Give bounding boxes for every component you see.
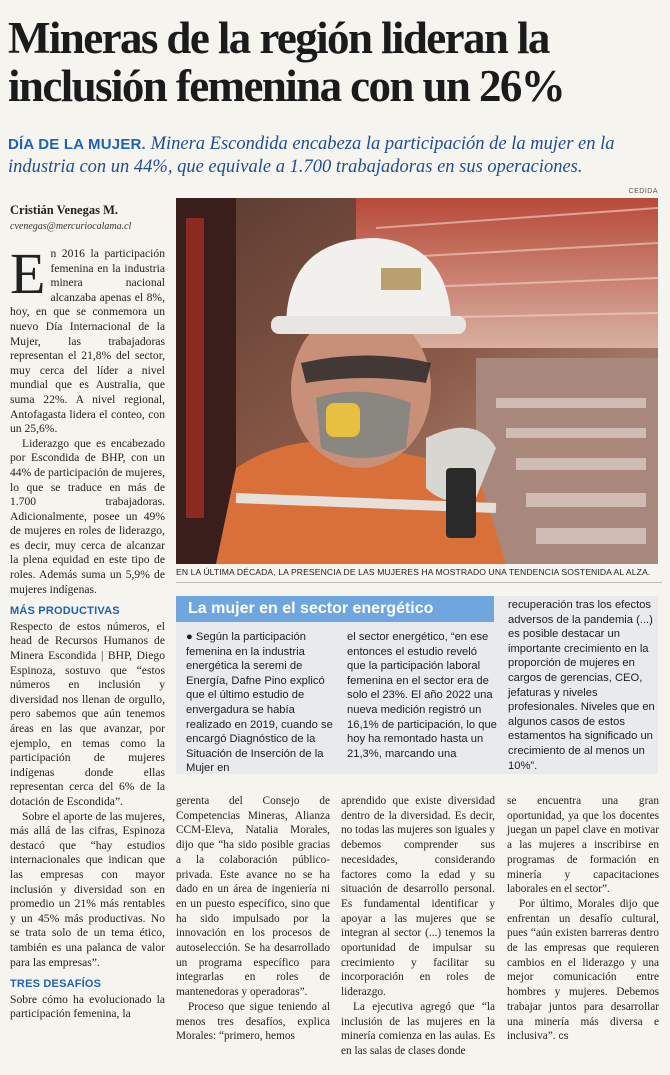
paragraph: Por último, Morales dijo que enfrentan un desafío cultural, pues “aún existen barreras dentro de las empresas que requieren cambios en el liderazgo y una mejor comunicación entre hombres y mujeres. Debemos trabajar juntos para desarrollar una minería más diversa e inclusiva”. cs <box>507 897 659 1043</box>
author-email[interactable]: cvenegas@mercuriocalama.cl <box>10 221 132 232</box>
column-3 <box>341 794 495 1059</box>
paragraph: Liderazgo que es encabezado por Escondida de BHP, con un 44% de participación de mujeres, lo que se traduce en más de 1.700 trabajadoras. Adicionalmente, posee un 49% de mujeres en roles de liderazgo, es decir, muy cerca de alcanzar la plena equidad en este tipo de roles. Además suma un 5,9% de mujeres indígenas. <box>10 436 165 596</box>
sidebar-column-1 <box>186 630 336 776</box>
lead-paragraph: En 2016 la participación femenina en la industria minera nacional alcanzaba apenas el 8%, hoy, en que se conmemora un nuevo Día Internacional de la Mujer, las trabajadoras representan el 21,8% del sector, muy cerca del líder a nivel mundial que es Australia, que suma 22%. A nivel regional, Antofagasta lidera el conteo, con un 25,6%. <box>10 241 165 436</box>
article-photo <box>176 198 658 564</box>
subheading-mas-productivas: MÁS PRODUCTIVAS <box>10 605 120 618</box>
deck <box>8 133 658 179</box>
paragraph: Sobre cómo ha evolucionado la participación femenina, la <box>10 992 165 1021</box>
divider <box>176 582 662 583</box>
author-name: Cristián Venegas M. <box>10 203 118 217</box>
paragraph: Proceso que sigue teniendo al menos tres desafíos, explica Morales: “primero, hemos <box>176 1000 330 1043</box>
kicker: DÍA DE LA MUJER. <box>8 136 146 153</box>
sidebar-column-3 <box>508 598 656 773</box>
sidebar-paragraph: ● Según la participación femenina en la industria energética la seremi de Energía, Dafne Pino explicó que el último estudio de envergadura se había realizado en 2019, cuando se encargó Diagnóstico de la Situación de Inserción de la Mujer en <box>186 631 333 775</box>
column-4 <box>507 794 659 1045</box>
paragraph: aprendido que existe diversidad dentro de la diversidad. Es decir, no todas las mujeres son iguales y debemos comprender sus necesidades, considerando factores como la edad y su situación de desarrollo personal. Es fundamental identificar y apoyar a las mujeres que se integran al sector (...) tenemos la oportunidad de impulsar su crecimiento y facilitar su incorporación en roles de liderazgo. <box>341 795 495 999</box>
deck-text: Minera Escondida encabeza la participación de la mujer en la industria con un 44%, que equivale a 1.700 trabajadoras en sus operaciones. <box>8 134 615 177</box>
column-1 <box>10 241 165 1022</box>
end-mark: cs <box>558 1031 569 1043</box>
paragraph: La ejecutiva agregó que “la inclusión de las mujeres en la minería comienza en las aulas. Es en las salas de clases donde <box>341 1000 495 1057</box>
paragraph: gerenta del Consejo de Competencias Mineras, Alianza CCM-Eleva, Natalia Morales, dijo que “ha sido posible gracias a la colaboración público-privada. Este avance no se ha dado en un área de ingeniería ni en un puesto específico, sino que ha sido impulsado por la innovación en los procesos de autoselección. Se ha desarrollado un programa específico para integrarlas en roles de mantenedoras y operadoras”. <box>176 795 330 999</box>
paragraph: Respecto de estos números, el head de Recursos Humanos de Minera Escondida | BHP, Diego Espinoza, sostuvo que “estos números en inclusión y diversidad nos llenan de orgullo, pero sabemos que aún tenemos áreas en las que avanzar, por ejemplo, en temas como la participación de mujeres indígenas donde ellas representan cerca del 6% de la dotación de Escondida”. <box>10 619 165 808</box>
sidebar-paragraph: el sector energético, “en ese entonces el estudio reveló que la participación laboral femenina en el sector era de solo el 23%. El año 2022 una nueva medición registró un 16,1% de participación, lo que hoy ha remontado hasta un 21,3%, marcando una <box>347 631 497 760</box>
paragraph: Sobre el aporte de las mujeres, más allá de las cifras, Espinoza destacó que “hay estudios internacionales que indican que las empresas con mayor inclusión y diversidad son en promedio un 21% más rentables y un 45% más productivas. No se trata solo de un tema ético, también es una palanca de valor para las empresas”. <box>10 809 165 969</box>
paragraph: se encuentra una gran oportunidad, ya que los docentes juegan un papel clave en motivar a las mujeres a inscribirse en programas de formación en minería y capacitaciones laborales en el sector”. <box>507 795 659 896</box>
sidebar-title: La mujer en el sector energético <box>176 596 494 622</box>
photo-caption: EN LA ÚLTIMA DÉCADA, LA PRESENCIA DE LAS MUJERES HA MOSTRADO UNA TENDENCIA SOSTENIDA AL ALZA. <box>176 567 651 577</box>
bullet-icon: ● <box>186 631 193 643</box>
subheading-tres-desafios: TRES DESAFÍOS <box>10 978 102 991</box>
photo-credit: CEDIDA <box>628 188 658 195</box>
sidebar-column-2 <box>347 630 497 761</box>
sidebar-paragraph: recuperación tras los efectos adversos de la pandemia (...) es posible destacar un importante crecimiento en la proporción de mujeres en cargos de gerencias, CEO, jefaturas y niveles profesionales. Niveles que en algunos casos de estos estamentos ha significado un crecimiento de al menos un 10%”. <box>508 599 655 772</box>
column-2 <box>176 794 330 1044</box>
drop-cap: E <box>10 241 46 306</box>
headline: Mineras de la región lideran la inclusión femenina con un 26% <box>8 13 565 111</box>
photo-illustration <box>176 198 658 564</box>
